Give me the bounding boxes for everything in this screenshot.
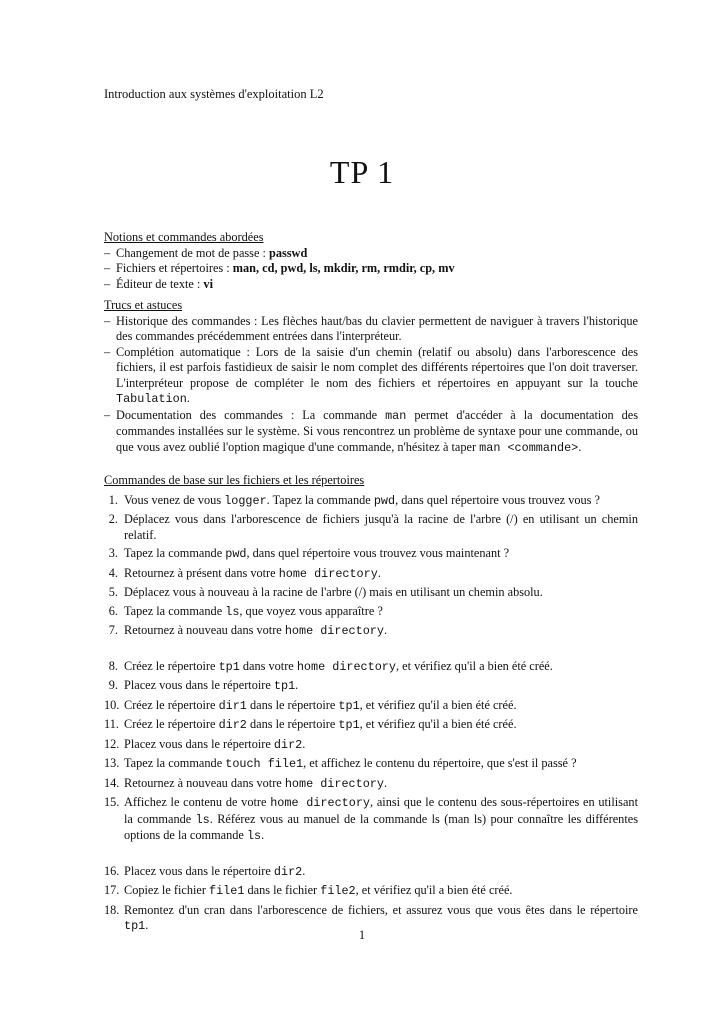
step-text <box>124 776 638 793</box>
step-text <box>124 717 638 734</box>
step-item <box>104 756 638 773</box>
step-number: 16. <box>104 863 120 878</box>
base-heading: Commandes de base sur les fichiers et les répertoires <box>104 473 365 487</box>
step-number: 14. <box>104 775 120 790</box>
tip-text <box>116 345 638 408</box>
step-segment: . <box>295 678 299 692</box>
step-text <box>124 566 638 583</box>
tip-segment: Complétion automatique : Lors de la saisie d'un chemin (relatif ou absolu) dans l'arborescence des fichiers, il est parfois fastidieux de saisir le nom complet des différents répertoires que l'on doit traverser. L'interpréteur propose de compléter le nom des fichiers et répertoires en appuyant sur la touche <box>116 344 638 390</box>
step-code: dir2 <box>218 718 247 732</box>
step-code: home directory <box>278 566 378 581</box>
step-text <box>124 698 638 715</box>
notion-item <box>104 246 638 262</box>
dash-bullet: – <box>104 407 111 422</box>
step-segment: , et affichez le contenu du répertoire, que s'est il passé ? <box>303 756 577 770</box>
step-text <box>124 883 638 900</box>
notion-label: Changement de mot de passe : <box>116 245 269 260</box>
tip-code: Tabulation <box>116 392 187 406</box>
step-segment: dans le fichier <box>244 883 321 897</box>
step-code: tp1 <box>338 718 360 732</box>
step-number: 5. <box>108 585 118 599</box>
step-code: home directory <box>270 796 370 810</box>
step-segment: Placez vous dans le répertoire <box>124 863 274 878</box>
step-segment: Tapez la commande <box>124 756 226 770</box>
step-code: tp1 <box>338 698 360 713</box>
step-number: 2. <box>108 512 118 526</box>
step-number: 4. <box>108 565 118 580</box>
step-item <box>104 659 638 676</box>
step-segment: , et vérifiez qu'il a bien été créé. <box>395 658 553 673</box>
trucs-list <box>104 314 638 457</box>
step-text <box>124 585 638 601</box>
step-number: 6. <box>108 603 118 618</box>
step-segment: , et vérifiez qu'il a bien été créé. <box>355 883 513 897</box>
step-segment: . Référez vous au manuel de la commande ls (man ls) pour connaître les différentes options de la commande <box>124 811 638 842</box>
step-code: home directory <box>284 624 384 638</box>
tip-item <box>104 314 638 345</box>
step-segment: Affichez le contenu de votre <box>124 795 271 809</box>
step-code: file1 <box>209 884 245 898</box>
tip-item <box>104 408 638 457</box>
step-number: 15. <box>104 795 120 809</box>
step-text <box>124 623 638 640</box>
step-segment: Vous venez de vous <box>124 492 225 507</box>
step-text <box>124 795 638 845</box>
step-item <box>104 512 638 543</box>
tip-segment: permet d'accéder à la documentation des commandes installées sur le système. Si vous rencontrez un problème de syntaxe pour une commande, ou que vous avez oublié l'option magique d'une commande, n'hésitez à taper <box>116 407 638 454</box>
step-code: ls <box>225 604 240 619</box>
content <box>104 230 638 938</box>
dash-bullet: – <box>104 245 111 260</box>
tip-text <box>116 314 638 345</box>
step-code: dir2 <box>273 864 303 879</box>
step-segment: , et vérifiez qu'il a bien été créé. <box>359 697 517 712</box>
step-segment: . <box>261 828 265 842</box>
tip-code: man <commande> <box>479 440 579 455</box>
page-title: TP 1 <box>329 154 395 190</box>
step-number: 18. <box>104 902 120 917</box>
step-number: 10. <box>104 697 120 712</box>
notions-list <box>104 246 638 293</box>
step-item <box>104 717 638 734</box>
step-segment: . <box>383 775 388 790</box>
step-segment: Tapez la commande <box>124 603 226 618</box>
tip-code: man <box>385 408 407 423</box>
step-code: ls <box>195 812 210 827</box>
trucs-heading: Trucs et astuces <box>104 298 183 312</box>
step-item <box>104 776 638 793</box>
step-segment: Tapez la commande <box>124 546 226 560</box>
step-item <box>104 546 638 563</box>
step-number: 11. <box>104 717 119 731</box>
step-text <box>124 678 638 695</box>
step-item <box>104 737 638 754</box>
step-segment: Déplacez vous dans l'arborescence de fichiers jusqu'à la racine de l'arbre (/) en utilisant un chemin relatif. <box>124 512 638 542</box>
step-item <box>104 623 638 640</box>
step-number: 17. <box>104 883 120 897</box>
step-text <box>124 512 638 543</box>
step-segment: , dans quel répertoire vous trouvez vous ? <box>395 492 600 507</box>
step-segment: Retournez à nouveau dans votre <box>124 623 285 637</box>
tip-text <box>116 408 638 457</box>
step-segment: . <box>377 565 381 580</box>
step-code: ls <box>246 829 262 843</box>
step-segment: Placez vous dans le répertoire <box>124 678 274 692</box>
step-item <box>104 566 638 583</box>
notion-text <box>116 277 638 293</box>
step-text <box>124 604 638 621</box>
notion-item <box>104 277 638 293</box>
step-number: 12. <box>104 736 120 751</box>
step-number: 13. <box>104 756 120 770</box>
step-code: file2 <box>320 884 356 898</box>
notion-text <box>116 261 638 277</box>
steps-group-2 <box>104 659 638 845</box>
step-segment: Placez vous dans le répertoire <box>124 736 274 751</box>
notion-label: Fichiers et répertoires : <box>116 261 233 275</box>
step-segment: . Tapez la commande <box>266 492 374 507</box>
step-segment: dans le répertoire <box>246 717 339 731</box>
step-segment: , ainsi que le contenu des sous-répertoires en utilisant la commande <box>124 795 638 826</box>
step-segment: Retournez à nouveau dans votre <box>124 775 285 790</box>
step-segment: Créez le répertoire <box>124 658 219 673</box>
step-segment: , dans quel répertoire vous trouvez vous maintenant ? <box>246 546 510 560</box>
step-segment: Copiez le fichier <box>124 883 210 897</box>
tip-segment: Documentation des commandes : La commande <box>116 407 386 422</box>
step-segment: , que voyez vous apparaître ? <box>239 603 383 618</box>
step-item <box>104 795 638 845</box>
step-segment: Créez le répertoire <box>124 717 219 731</box>
step-number: 1. <box>108 492 118 507</box>
step-segment: Déplacez vous à nouveau à la racine de l'arbre (/) mais en utilisant un chemin absolu. <box>124 585 543 599</box>
step-segment: . <box>383 623 388 637</box>
notions-heading: Notions et commandes abordées <box>104 230 264 244</box>
step-code: touch file1 <box>225 757 304 771</box>
tip-segment: . <box>186 391 190 405</box>
step-item <box>104 678 638 695</box>
step-code: pwd <box>225 547 247 561</box>
notion-commands: vi <box>203 276 213 291</box>
dash-bullet: – <box>104 313 111 328</box>
step-code: dir1 <box>218 698 247 713</box>
step-segment: Créez le répertoire <box>124 697 219 712</box>
step-item <box>104 604 638 621</box>
tip-item <box>104 345 638 408</box>
course-header: Introduction aux systèmes d'exploitation L2 <box>104 87 324 101</box>
step-number: 7. <box>108 623 118 637</box>
step-code: logger <box>224 493 267 508</box>
step-item <box>104 585 638 601</box>
step-text <box>124 659 638 676</box>
step-code: tp1 <box>218 659 240 674</box>
steps-group-1 <box>104 493 638 640</box>
notion-label: Éditeur de texte : <box>116 276 204 291</box>
step-segment: . <box>302 863 306 878</box>
step-item <box>104 698 638 715</box>
step-text <box>124 756 638 773</box>
notion-commands: passwd <box>269 245 308 260</box>
step-item <box>104 864 638 881</box>
notion-item <box>104 261 638 277</box>
step-code: home directory <box>296 659 396 674</box>
step-code: pwd <box>373 493 396 508</box>
step-code: home directory <box>284 776 384 791</box>
notion-commands: man, cd, pwd, ls, mkdir, rm, rmdir, cp, mv <box>232 261 455 275</box>
notion-text <box>116 246 638 262</box>
dash-bullet: – <box>104 344 111 359</box>
step-segment: Remontez d'un cran dans l'arborescence de fichiers, et assurez vous que vous êtes dans le répertoire <box>124 902 638 917</box>
step-code: dir2 <box>273 737 303 752</box>
step-text <box>124 493 638 510</box>
page-number: 1 <box>358 928 366 942</box>
step-segment: . <box>302 736 306 751</box>
tip-segment: . <box>578 439 582 454</box>
step-code: tp1 <box>273 679 296 693</box>
step-segment: dans votre <box>239 658 297 673</box>
dash-bullet: – <box>104 261 111 275</box>
step-text <box>124 864 638 881</box>
step-segment: Retournez à présent dans votre <box>124 565 279 580</box>
step-text <box>124 737 638 754</box>
step-number: 3. <box>108 546 118 560</box>
step-number: 8. <box>108 658 118 673</box>
step-number: 9. <box>108 678 118 692</box>
tip-segment: Historique des commandes : Les flèches haut/bas du clavier permettent de naviguer à travers l'historique des commandes précédemment entrées dans l'interpréteur. <box>116 313 638 343</box>
step-text <box>124 546 638 563</box>
step-segment: dans le répertoire <box>246 697 339 712</box>
step-segment: . <box>145 918 149 932</box>
step-code: tp1 <box>124 919 146 933</box>
steps-group-3 <box>104 864 638 935</box>
step-item <box>104 493 638 510</box>
dash-bullet: – <box>104 276 111 291</box>
step-segment: , et vérifiez qu'il a bien été créé. <box>359 717 517 731</box>
step-item <box>104 883 638 900</box>
